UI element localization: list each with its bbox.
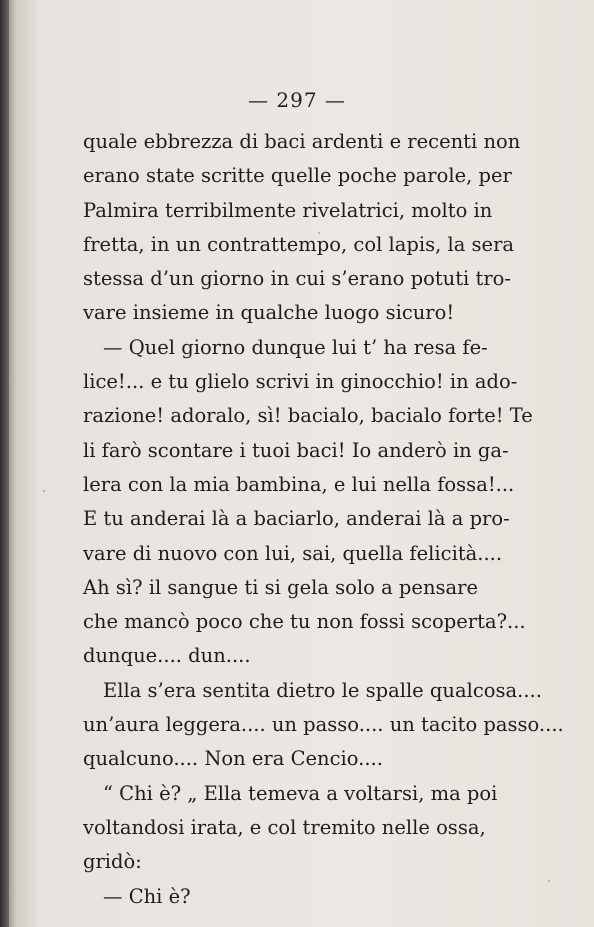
text-line: qualcuno.... Non era Cencio.... (83, 747, 383, 771)
text-line: Palmira terribilmente rivelatrici, molto in (83, 198, 493, 222)
paper-speckle (548, 880, 550, 882)
text-line: quale ebbrezza di baci ardenti e recenti non (83, 130, 521, 153)
text-line: stessa d’un giorno in cui s’erano potuti tro- (83, 267, 511, 291)
text-line: — Chi è? (103, 884, 191, 908)
book-spine-shadow (0, 0, 9, 927)
body-text (83, 125, 564, 914)
text-line: Ah sì? il sangue ti si gela solo a pensare (83, 575, 478, 599)
paper-speckle (43, 490, 45, 492)
text-line: vare insieme in qualche luogo sicuro! (83, 301, 455, 325)
text-line: lice!... e tu glielo scrivi in ginocchio! in ado- (83, 370, 518, 394)
text-line: lera con la mia bambina, e lui nella fossa!... (83, 472, 515, 496)
text-line: vare di nuovo con lui, sai, quella felicità.... (83, 541, 503, 565)
text-line: — Quel giorno dunque lui t’ ha resa fe- (103, 335, 488, 359)
text-line: voltandosi irata, e col tremito nelle ossa, (83, 815, 486, 839)
text-line: Ella s’era sentita dietro le spalle qualcosa.... (103, 678, 542, 702)
text-line: fretta, in un contrattempo, col lapis, la sera (83, 232, 515, 256)
text-line: “ Chi è? „ Ella temeva a voltarsi, ma poi (103, 781, 498, 805)
text-line: E tu anderai là a baciarlo, anderai là a pro- (83, 507, 510, 531)
text-line: li farò scontare i tuoi baci! Io anderò in ga- (83, 438, 509, 462)
text-line: un’aura leggera.... un passo.... un tacito passo.... (83, 713, 564, 737)
text-line: gridò: (83, 850, 142, 874)
page-number: — 297 — (248, 88, 346, 112)
text-line: erano state scritte quelle poche parole, per (83, 164, 512, 188)
text-line: che mancò poco che tu non fossi scoperta?... (83, 610, 526, 634)
text-line: dunque.... dun.... (83, 644, 251, 668)
text-line: razione! adoralo, sì! bacialo, bacialo forte! Te (83, 404, 533, 428)
